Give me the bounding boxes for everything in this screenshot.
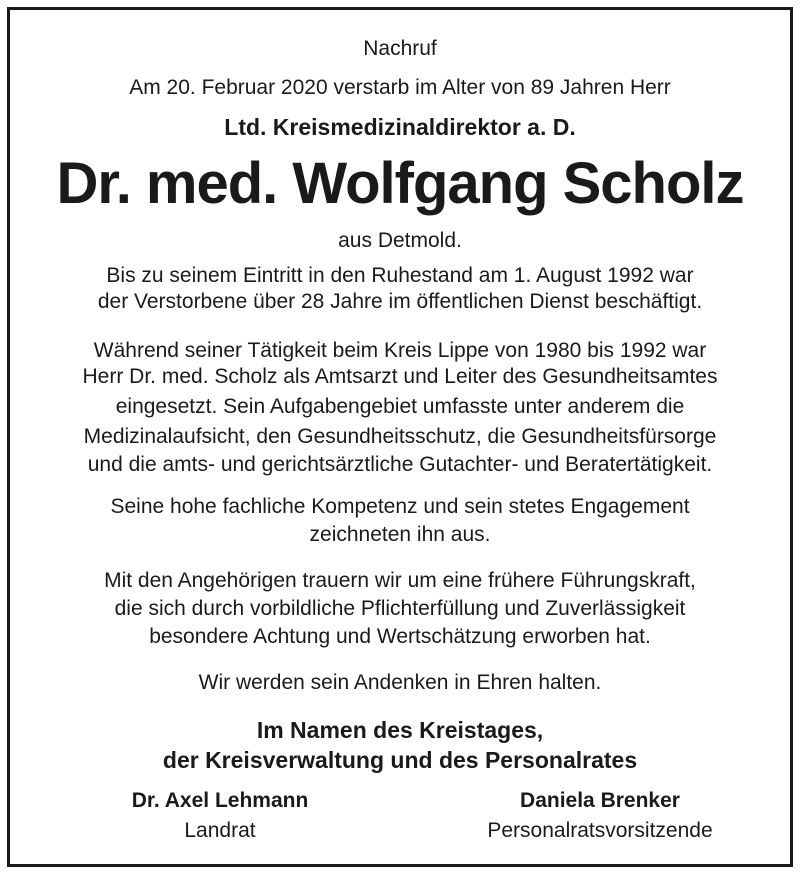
signatory-name: Dr. Axel Lehmann [131, 789, 309, 812]
paragraph-line: Bis zu seinem Eintritt in den Ruhestand am 1. August 1992 war [106, 264, 694, 287]
paragraph-line: Während seiner Tätigkeit beim Kreis Lippe von 1980 bis 1992 war [93, 339, 707, 362]
paragraph-line: besondere Achtung und Wertschätzung erworben hat. [149, 625, 651, 648]
paragraph-line: Medizinalaufsicht, den Gesundheitsschutz, die Gesundheitsfürsorge [83, 425, 717, 448]
paragraph-line: und die amts- und gerichtsärztliche Gutachter- und Beratertätigkeit. [87, 453, 713, 476]
paragraph-line: der Verstorbene über 28 Jahre im öffentlichen Dienst beschäftigt. [97, 290, 703, 313]
on-behalf-line: der Kreisverwaltung und des Personalrates [162, 747, 638, 773]
paragraph-line: Wir werden sein Andenken in Ehren halten. [198, 671, 602, 694]
notice-heading: Nachruf [363, 37, 437, 60]
paragraph-line: eingesetzt. Sein Aufgabengebiet umfasste unter anderem die [115, 395, 685, 418]
signatory-role: Landrat [184, 819, 256, 842]
origin-text: aus Detmold. [338, 229, 462, 252]
deceased-rank: Ltd. Kreismedizinaldirektor a. D. [224, 114, 576, 140]
paragraph-line: die sich durch vorbildliche Pflichterfüllung und Zuverlässigkeit [114, 597, 686, 620]
paragraph-line: Herr Dr. med. Scholz als Amtsarzt und Leiter des Gesundheitsamtes [82, 365, 718, 388]
signatory-name: Daniela Brenker [520, 789, 680, 812]
intro-text: Am 20. Februar 2020 verstarb im Alter von 89 Jahren Herr [129, 76, 671, 99]
on-behalf-line: Im Namen des Kreistages, [256, 717, 544, 743]
paragraph-line: zeichneten ihn aus. [309, 523, 491, 546]
deceased-name: Dr. med. Wolfgang Scholz [56, 151, 744, 216]
paragraph-line: Seine hohe fachliche Kompetenz und sein stetes Engagement [110, 495, 690, 518]
paragraph-line: Mit den Angehörigen trauern wir um eine frühere Führungskraft, [104, 569, 696, 592]
signatory-role: Personalratsvorsitzende [487, 819, 713, 842]
